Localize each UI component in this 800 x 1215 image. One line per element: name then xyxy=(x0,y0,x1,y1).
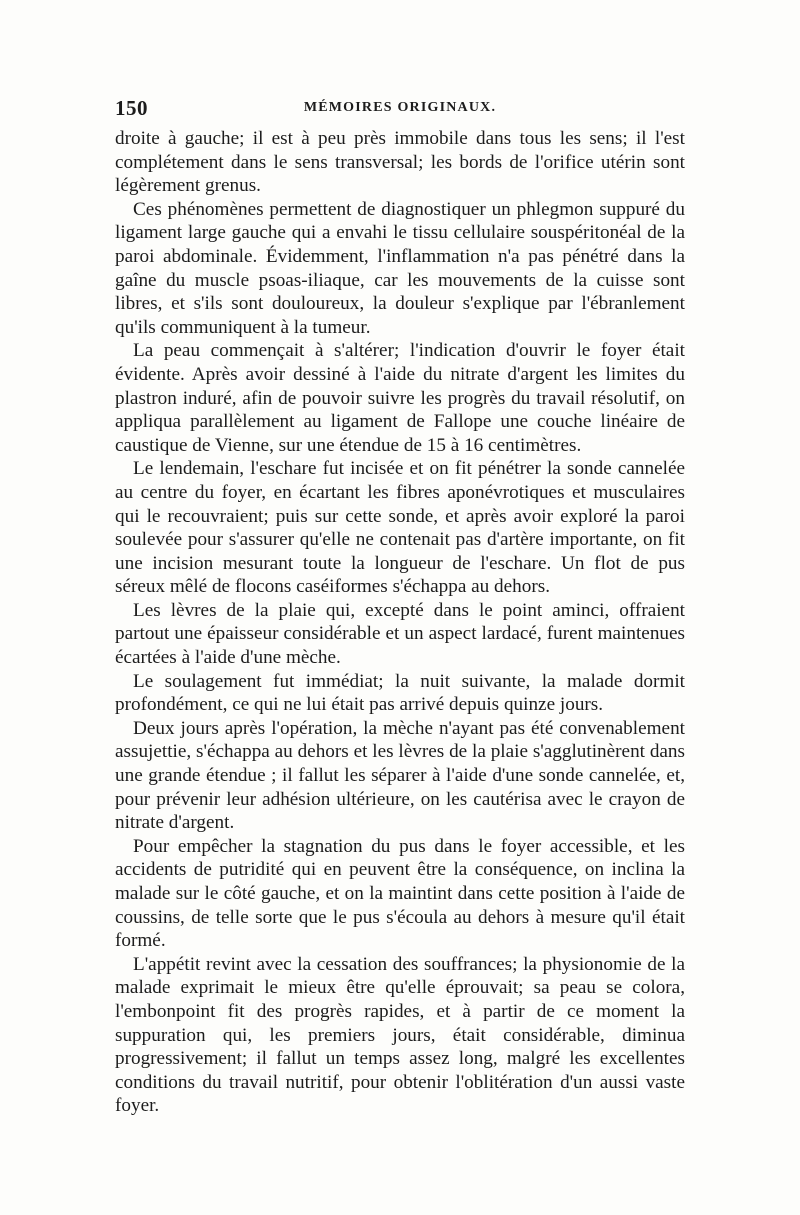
paragraph-two-days: Deux jours après l'opération, la mèche n'ayant pas été convenablement assujettie, s'échappa au dehors et les lèvres de la plaie s'agglutinèrent dans une grande étendue ; il fallut les séparer à l'aide d'une sonde cannelée, et, pour prévenir leur adhésion ultérieure, on les cautérisa avec le crayon de nitrate d'argent. xyxy=(115,717,685,834)
paragraph-incision: Le lendemain, l'eschare fut incisée et on fit pénétrer la sonde cannelée au centre du foyer, en écartant les fibres aponévrotiques et musculaires qui le recouvraient; puis sur cette sonde, et après avoir exploré la paroi soulevée pour s'assurer qu'elle ne contenait pas d'artère importante, on fit une incision mesurant toute la longueur de l'eschare. Un flot de pus séreux mêlé de flocons caséiformes s'échappa au dehors. xyxy=(115,458,685,598)
paragraph-wound-lips: Les lèvres de la plaie qui, excepté dans le point aminci, offraient partout une épaisseur considérable et un aspect lardacé, furent maintenues écartées à l'aide d'une mèche. xyxy=(115,599,685,669)
page-number: 150 xyxy=(115,96,148,120)
running-head xyxy=(115,96,685,124)
body-text xyxy=(115,127,685,1118)
paragraph-caustic: La peau commençait à s'altérer; l'indication d'ouvrir le foyer était évidente. Après avoir dessiné à l'aide du nitrate d'argent les limites du plastron induré, afin de pouvoir suivre les progrès du travail résolutif, on appliqua parallèlement au ligament de Fallope une couche linéaire de caustique de Vienne, sur une étendue de 15 à 16 centimètres. xyxy=(115,340,685,456)
paragraph-drainage: Pour empêcher la stagnation du pus dans le foyer accessible, et les accidents de putridité qui en peuvent être la conséquence, on inclina la malade sur le côté gauche, et on la maintint dans cette position à l'aide de coussins, de telle sorte que le pus s'écoula au dehors à mesure qu'il était formé. xyxy=(115,835,685,952)
running-title: MÉMOIRES ORIGINAUX. xyxy=(303,100,497,115)
paragraph-diagnosis: Ces phénomènes permettent de diagnostiquer un phlegmon suppuré du ligament large gauche qui a envahi le tissu cellulaire souspéritonéal de la paroi abdominale. Évidemment, l'inflammation n'a pas pénétré dans la gaîne du muscle psoas-iliaque, car les mouvements de la cuisse sont libres, et s'ils sont douloureux, la douleur s'explique par l'ébranlement qu'ils communiquent à la tumeur. xyxy=(115,198,685,338)
paragraph-continued: droite à gauche; il est à peu près immobile dans tous les sens; il l'est complétement dans le sens transversal; les bords de l'orifice utérin sont légèrement grenus. xyxy=(115,128,685,197)
paragraph-recovery: L'appétit revint avec la cessation des souffrances; la physionomie de la malade exprimait le mieux être qu'elle éprouvait; sa peau se colora, l'embonpoint fit des progrès rapides, et à partir de ce moment la suppuration qui, les premiers jours, était considérable, diminua progressivement; il fallut un temps assez long, malgré les excellentes conditions du travail nutritif, pour obtenir l'oblitération d'un aussi vaste foyer. xyxy=(115,953,685,1117)
paragraph-relief: Le soulagement fut immédiat; la nuit suivante, la malade dormit profondément, ce qui ne lui était pas arrivé depuis quinze jours. xyxy=(115,670,685,716)
